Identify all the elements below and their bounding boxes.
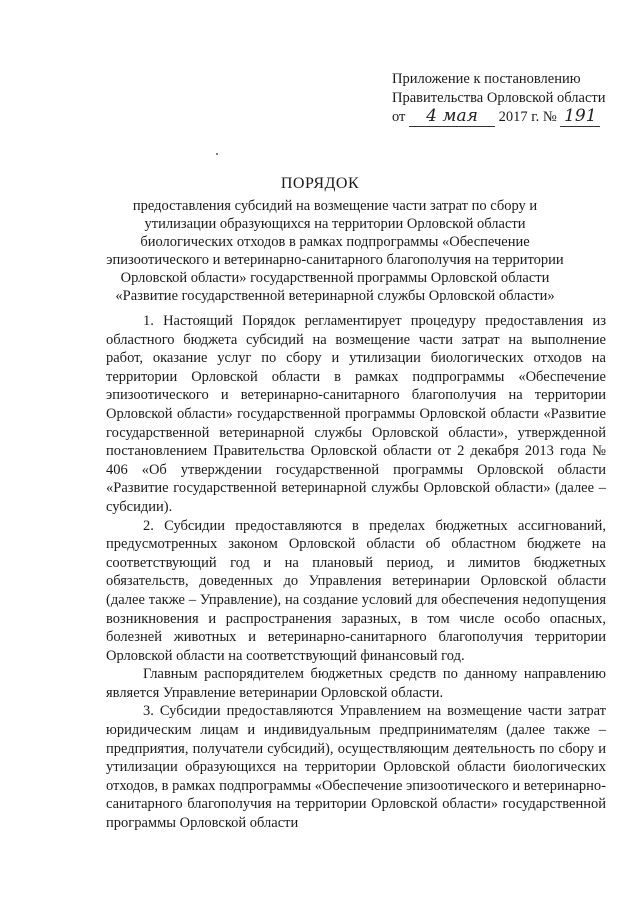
appendix-line-2: Правительства Орловской области [392,89,606,106]
document-title: ПОРЯДОК [280,175,360,192]
appendix-header [392,70,606,127]
document-subtitle: предоставления субсидий на возмещение части затрат по сбору и утилизации образующихся на территории Орловской области биологических отходов в рамках подпрограммы «Обеспечение эпизоотического и ветеринарно-санитарного благополучия на территории Орловской области» государственной программы Орловской области «Развитие государственной ветеринарной службы Орловской области» [106,198,564,304]
handwritten-date: 4 мая [409,107,495,127]
appendix-date-line [392,107,606,127]
appendix-line-1: Приложение к постановлению [392,71,581,87]
paragraph-4: 3. Субсидии предоставляются Управлением на возмещение части затрат юридическим лицам и индивидуальным предпринимателям (далее также – предприятия, получатели субсидий), осуществляющим деятельность по сбору и утилизации образующихся на территории Орловской области биологических отходов, в рамках подпрограммы «Обеспечение эпизоотического и ветеринарно-санитарного благополучия на территории Орловской области» государственной программы Орловской области [106,703,606,832]
date-year: 2017 г. № [498,109,557,125]
paragraph-2: 2. Субсидии предоставляются в пределах бюджетных ассигнований, предусмотренных законом Орловской области об областном бюджете на соответствующий год и на плановый период, и лимитов бюджетных обязательств, доведенных до Управления ветеринарии Орловской области (далее также – Управление), на создание условий для обеспечения недопущения возникновения и распространения заразных, в том числе особо опасных, болезней животных и ветеринарно-санитарного благополучия территории Орловской области на соответствующий финансовый год. [106,517,606,664]
document-body [106,312,606,833]
stray-mark [216,153,218,155]
handwritten-number: 191 [560,107,600,127]
date-prefix: от [392,109,406,125]
paragraph-1: 1. Настоящий Порядок регламентирует процедуру предоставления из областного бюджета субсидий на возмещение части затрат на выполнение работ, оказание услуг по сбору и утилизации биологических отходов на территории Орловской области в рамках подпрограммы «Обеспечение эпизоотического и ветеринарно-санитарного благополучия на территории Орловской области» государственной программы Орловской области «Развитие государственной ветеринарной службы Орловской области», утвержденной постановлением Правительства Орловской области от 2 декабря 2013 года № 406 «Об утверждении государственной программы Орловской области «Развитие государственной ветеринарной службы Орловской области» (далее – субсидии). [106,313,606,515]
paragraph-3: Главным распорядителем бюджетных средств по данному направлению является Управление ветеринарии Орловской области. [106,666,606,701]
